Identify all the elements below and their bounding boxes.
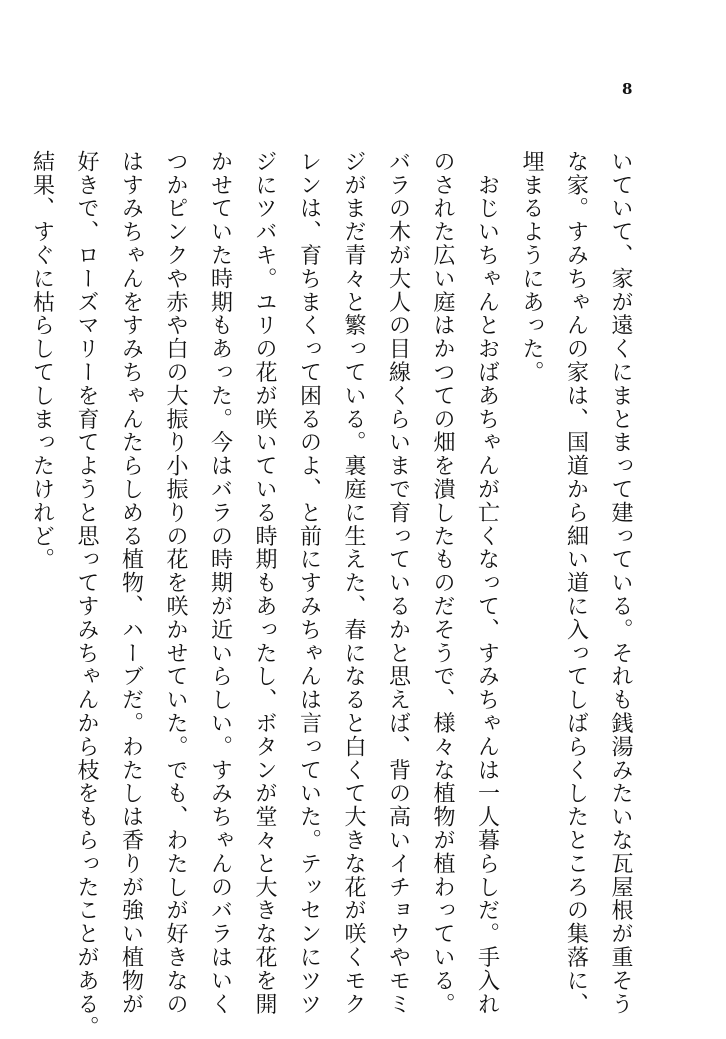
text-line: バラの木が大人の目線くらいまで育っているかと思えば、背の高いイチョウやモミ (385, 150, 411, 1016)
text-line: 結果、すぐに枯らしてしまったけれど。 (29, 150, 55, 572)
page-number: 8 (622, 80, 633, 98)
text-line: つかピンクや赤や白の大振り小振りの花を咲かせていた。でも、わたしが好きなの (163, 150, 188, 1016)
text-line: はすみちゃんをすみちゃんたらしめる植物、ハーブだ。わたしは香りが強い植物が (118, 150, 144, 1016)
text-line: 好きで、ローズマリーを育てようと思ってすみちゃんから枝をもらったことがある。 (74, 150, 99, 1039)
text-line: かせていた時期もあった。今はバラの時期が近いらしい。すみちゃんのバラはいく (207, 150, 233, 1016)
text-line: レンは、育ちまくって困るのよ、と前にすみちゃんは言っていた。テッセンにツツ (296, 150, 322, 1016)
vertical-body-text (29, 150, 642, 1039)
text-line: のされた広い庭はかつての畑を潰したものだそうで、様々な植物が植わっている。 (430, 150, 455, 1016)
text-line: いていて、家が遠くにまとまって建っている。それも銭湯みたいな瓦屋根が重そう (608, 150, 633, 1016)
text-line: な家。すみちゃんの家は、国道から細い道に入ってしばらくしたところの集落に、 (563, 150, 589, 1016)
text-line: ジがまだ青々と繁っている。裏庭に生えた、春になると白くて大きな花が咲くモク (341, 150, 366, 1016)
text-line: ジにツバキ。ユリの花が咲いている時期もあったし、ボタンが堂々と大きな花を開 (252, 150, 277, 1016)
text-line: 埋まるようにあった。 (519, 150, 544, 384)
text-line: おじいちゃんとおばあちゃんが亡くなって、すみちゃんは一人暮らしだ。手入れ (474, 150, 500, 1016)
